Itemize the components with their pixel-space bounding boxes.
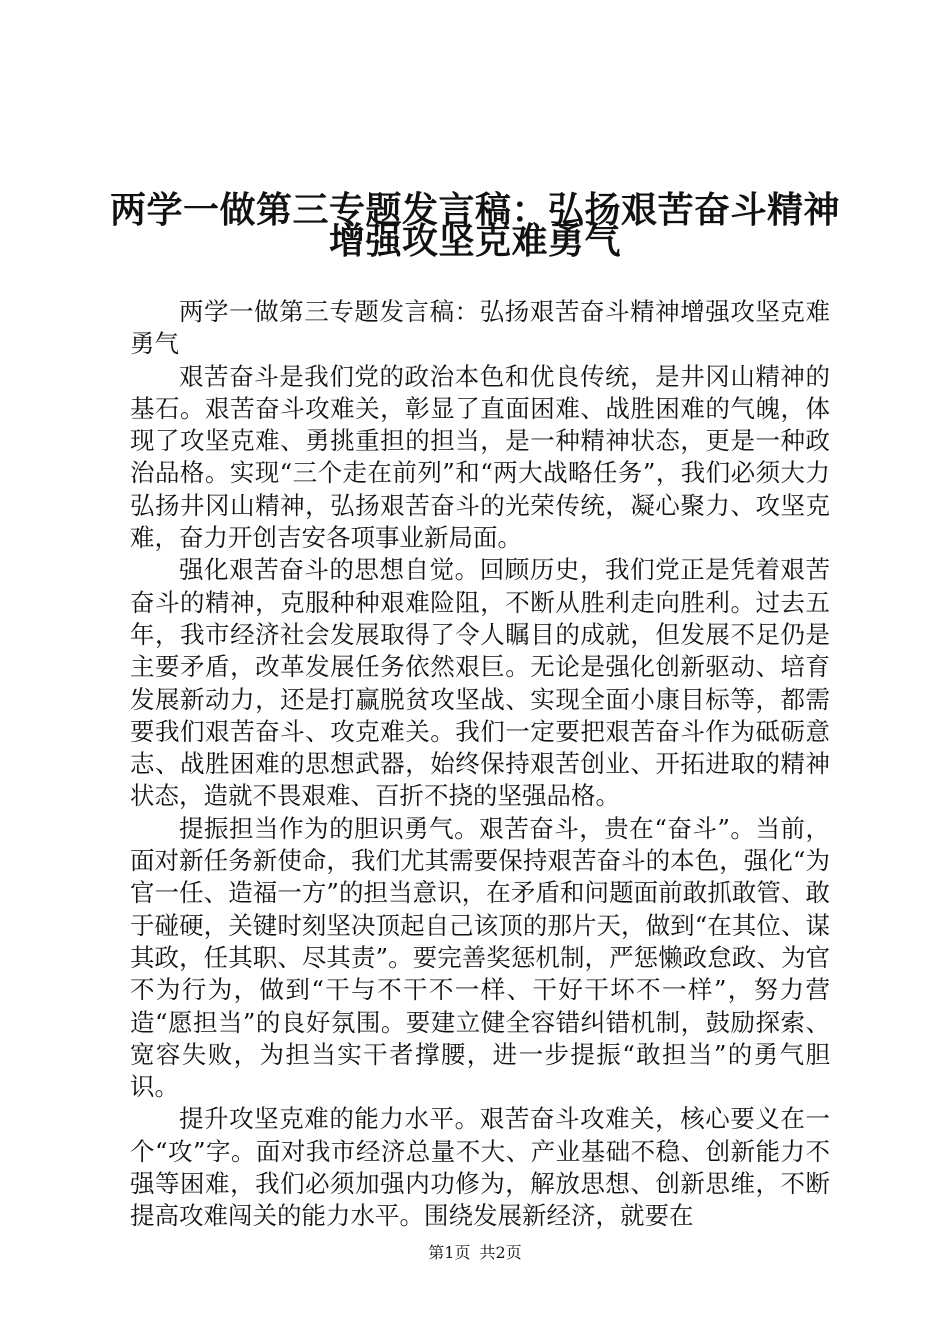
paragraph-subtitle: 两学一做第三专题发言稿：弘扬艰苦奋斗精神增强攻坚克难勇气 xyxy=(130,297,830,359)
document-body xyxy=(130,296,830,1233)
paragraph-ability: 提升攻坚克难的能力水平。艰苦奋斗攻难关，核心要义在一个“攻”字。面对我市经济总量不大、产业基础不稳、创新能力不强等困难，我们必须加强内功修为，解放思想、创新思维，不断提高攻难闯关的能力水平。围绕发展新经济，就要在 xyxy=(130,1104,830,1231)
document-title-line-1: 两学一做第三专题发言稿：弘扬艰苦奋斗精神 xyxy=(110,189,841,231)
paragraph-courage: 提振担当作为的胆识勇气。艰苦奋斗，贵在“奋斗”。当前，面对新任务新使命，我们尤其需要保持艰苦奋斗的本色，强化“为官一任、造福一方”的担当意识，在矛盾和问题面前敢抓敢管、敢于碰硬，关键时刻坚决顶起自己该顶的那片天，做到“在其位、谋其政，任其职、尽其责”。要完善奖惩机制，严惩懒政怠政、为官不为行为，做到“干与不干不一样、干好干坏不一样”，努力营造“愿担当”的良好氛围。要建立健全容错纠错机制，鼓励探索、宽容失败，为担当实干者撑腰，进一步提振“敢担当”的勇气胆识。 xyxy=(130,813,830,1102)
document-title-line-2: 增强攻坚克难勇气 xyxy=(328,220,621,262)
page-footer xyxy=(0,1243,950,1263)
paragraph-intro: 艰苦奋斗是我们党的政治本色和优良传统，是井冈山精神的基石。艰苦奋斗攻难关，彰显了直面困难、战胜困难的气魄，体现了攻坚克难、勇挑重担的担当，是一种精神状态，更是一种政治品格。实现“三个走在前列”和“两大战略任务”，我们必须大力弘扬井冈山精神，弘扬艰苦奋斗的光荣传统，凝心聚力、攻坚克难，奋力开创吉安各项事业新局面。 xyxy=(130,361,830,553)
page-total: 共2页 xyxy=(479,1243,522,1262)
paragraph-thought-awareness: 强化艰苦奋斗的思想自觉。回顾历史，我们党正是凭着艰苦奋斗的精神，克服种种艰难险阻，不断从胜利走向胜利。过去五年，我市经济社会发展取得了令人瞩目的成就，但发展不足仍是主要矛盾，改革发展任务依然艰巨。无论是强化创新驱动、培育发展新动力，还是打赢脱贫攻坚战、实现全面小康目标等，都需要我们艰苦奋斗、攻克难关。我们一定要把艰苦奋斗作为砥砺意志、战胜困难的思想武器，始终保持艰苦创业、开拓进取的精神状态，造就不畏艰难、百折不挠的坚强品格。 xyxy=(130,555,830,811)
page-number: 第1页 xyxy=(428,1243,471,1262)
